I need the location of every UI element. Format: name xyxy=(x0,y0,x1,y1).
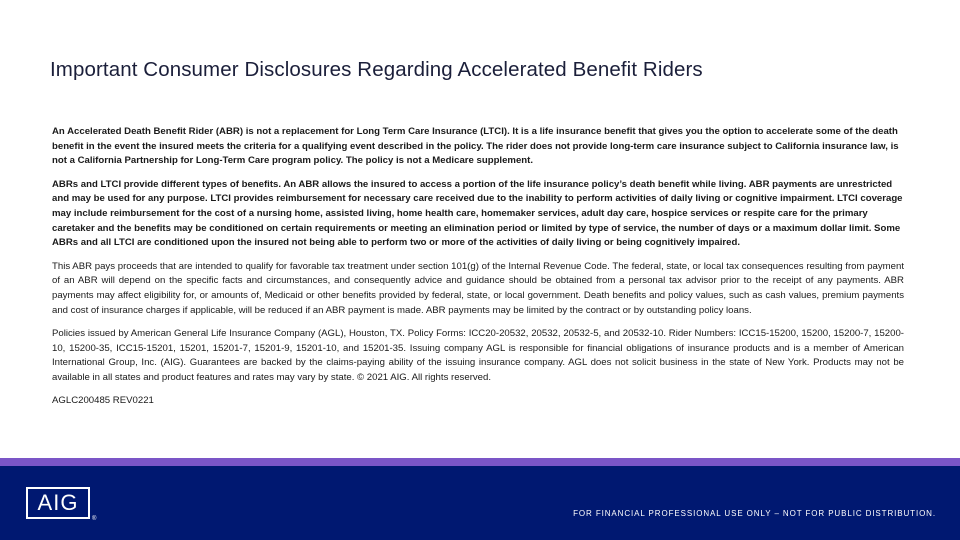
page-title: Important Consumer Disclosures Regarding Accelerated Benefit Riders xyxy=(50,58,703,81)
abr-vs-ltci-paragraph: ABRs and LTCI provide different types of benefits. An ABR allows the insured to access a portion of the life insurance policy’s death benefit while living. ABR payments are unrestricted and may be used for any purpose. LTCI provides reimbursement for necessary care received due to the inability to perform activities of daily living or cognitive impairment. LTCI coverage may include reimbursement for the cost of a nursing home, assisted living, home health care, homemaker services, adult day care, hospice services or respite care for the primary caretaker and the benefits may be conditioned on certain requirements or meeting an elimination period or limited by type of service, the number of days or a maximum dollar limit. Some ABRs and all LTCI are conditioned upon the insured not being able to perform two or more of the activities of daily living or being cognitively impaired. xyxy=(52,178,903,249)
disclosure-body xyxy=(52,125,904,406)
tax-treatment-paragraph: This ABR pays proceeds that are intended to qualify for favorable tax treatment under section 101(g) of the Internal Revenue Code. The federal, state, or local tax consequences resulting from payment of an ABR will depend on the specific facts and circumstances, and consequently advice and guidance should be obtained from a personal tax advisor prior to the receipt of any payments. ABR payments may affect eligibility for, or amounts of, Medicaid or other benefits provided by federal, state, or local government. Death benefits and policy values, such as cash values, premium payments and cost of insurance charges if applicable, will be reduced if an ABR payment is made. ABR payments may be limited by the contract or by outstanding policy loans. xyxy=(52,260,904,316)
footer-bar xyxy=(0,466,960,540)
accent-band xyxy=(0,458,960,466)
document-code: AGLC200485 REV0221 xyxy=(52,394,154,406)
abr-definition-paragraph: An Accelerated Death Benefit Rider (ABR) is not a replacement for Long Term Care Insurance (LTCI). It is a life insurance benefit that gives you the option to accelerate some of the death benefit in the event the insured meets the criteria for a qualifying event described in the policy. The rider does not provide long-term care insurance subject to California insurance law, is not a California Partnership for Long-Term Care program policy. The policy is not a Medicare supplement. xyxy=(52,126,899,167)
issuer-paragraph: Policies issued by American General Life Insurance Company (AGL), Houston, TX. Policy Forms: ICC20-20532, 20532, 20532-5, and 20532-10. Rider Numbers: ICC15-15200, 15200, 15200-7, 15200-10, 15200-35, ICC15-15201, 15201, 15201-7, 15201-9, 15201-10, and 15201-35. Issuing company AGL is responsible for financial obligations of insurance products and is a member of American International Group, Inc. (AIG). Guarantees are backed by the claims-paying ability of the issuing insurance company. AGL does not solicit business in the state of New York. Products may not be available in all states and product features and rates may vary by state. © 2021 AIG. All rights reserved. xyxy=(52,328,904,383)
footer-disclaimer: FOR FINANCIAL PROFESSIONAL USE ONLY – NOT FOR PUBLIC DISTRIBUTION. xyxy=(573,509,936,518)
registered-mark: ® xyxy=(92,516,97,522)
aig-logo: AIG xyxy=(26,487,90,519)
